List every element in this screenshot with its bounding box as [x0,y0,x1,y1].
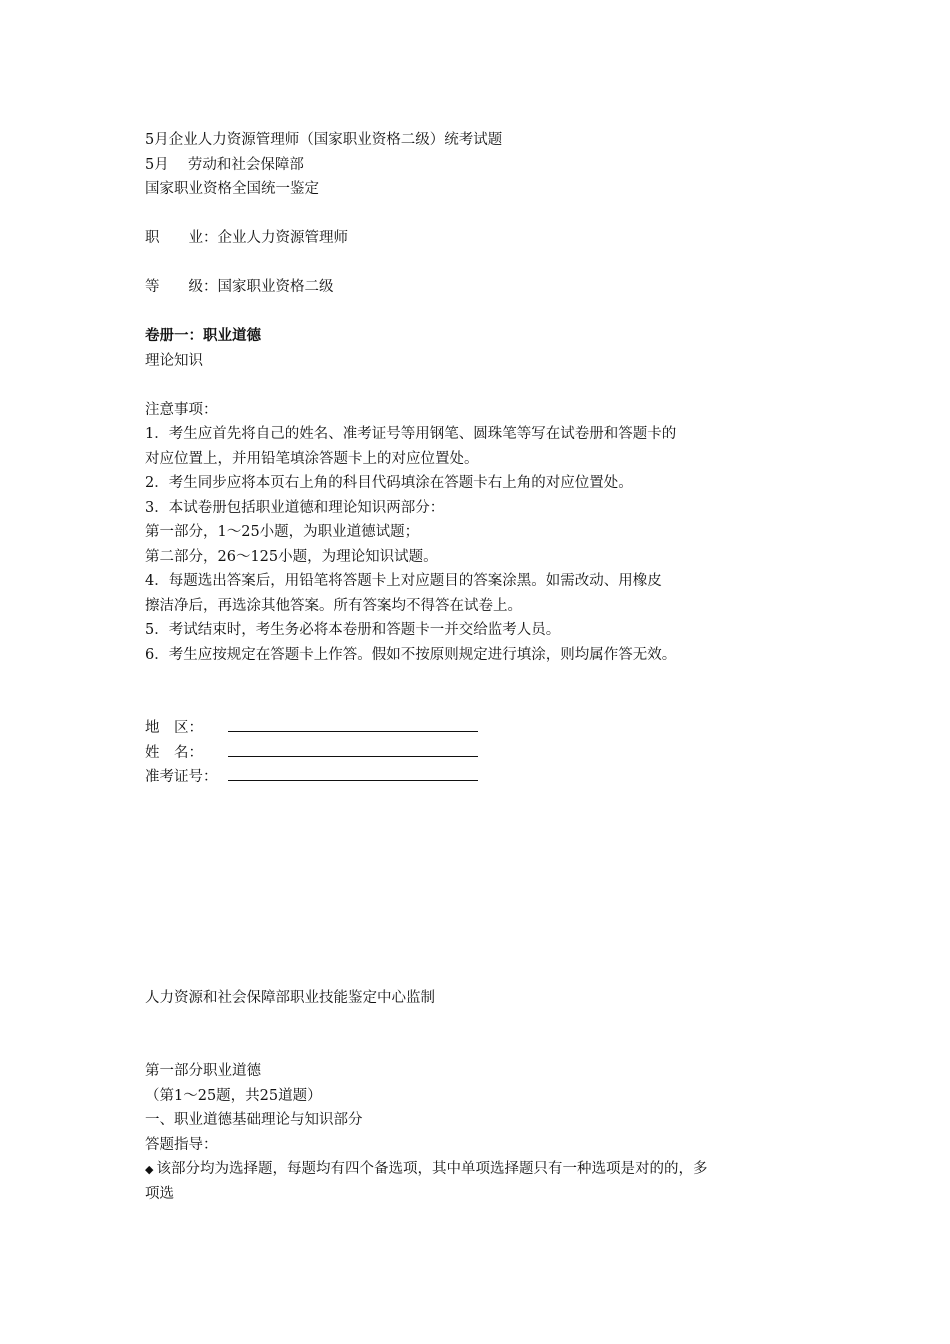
region-field[interactable] [145,716,825,741]
level-line: 等 级：国家职业资格二级 [145,279,334,295]
notice-line: 第一部分，1～25小题，为职业道德试题； [145,524,420,540]
document-page [145,128,825,1206]
name-label: 姓 名： [145,744,203,761]
supervisor-line: 人力资源和社会保障部职业技能鉴定中心监制 [145,989,435,1006]
notice-line: 5．考试结束时，考生务必将本卷册和答题卡一并交给监考人员。 [145,622,561,638]
volume-title: 卷册一：职业道德 [145,327,261,344]
region-label: 地 区： [145,720,203,736]
exam-id-field[interactable] [145,765,825,790]
diamond-bullet-icon: ◆ [145,1163,154,1176]
exam-id-label: 准考证号： [145,769,218,785]
guide-heading: 答题指导： [145,1136,218,1153]
notice-line: 1．考生应首先将自己的姓名、准考证号等用钢笔、圆珠笔等写在试卷册和答题卡的 [145,426,677,442]
notice-line: 2．考生同步应将本页右上角的科目代码填涂在答题卡右上角的对应位置处。 [145,475,633,491]
volume-subtitle: 理论知识 [145,352,203,369]
notice-heading: 注意事项： [145,401,218,418]
exam-subtitle: 国家职业资格全国统一鉴定 [145,181,319,197]
guide-line [145,1157,825,1182]
notice-line: 3．本试卷册包括职业道德和理论知识两部分： [145,499,445,516]
part-one-range: （第1～25题，共25道题） [145,1087,322,1104]
name-field[interactable] [145,741,825,766]
part-one-section: 一、职业道德基础理论与知识部分 [145,1112,363,1128]
issuer-line: 5月 劳动和社会保障部 [145,156,304,173]
region-blank[interactable] [228,717,478,732]
guide-line-continued: 项选 [145,1185,174,1202]
notice-line: 擦洁净后，再选涂其他答案。所有答案均不得答在试卷上。 [145,597,522,614]
notice-line: 4．每题选出答案后，用铅笔将答题卡上对应题目的答案涂黑。如需改动、用橡皮 [145,573,662,589]
part-one-title: 第一部分职业道德 [145,1063,261,1079]
notice-line: 对应位置上，并用铅笔填涂答题卡上的对应位置处。 [145,450,479,467]
guide-text: 该部分均为选择题，每题均有四个备选项，其中单项选择题只有一种选项是对的的，多 [156,1161,708,1177]
notice-line: 第二部分，26～125小题，为理论知识试题。 [145,548,438,565]
occupation-line: 职 业：企业人力资源管理师 [145,230,348,246]
name-blank[interactable] [228,742,478,757]
exam-title: 5月企业人力资源管理师（国家职业资格二级）统考试题 [145,132,503,148]
notice-line: 6．考生应按规定在答题卡上作答。假如不按原则规定进行填涂，则均属作答无效。 [145,646,677,663]
exam-id-blank[interactable] [228,766,478,781]
